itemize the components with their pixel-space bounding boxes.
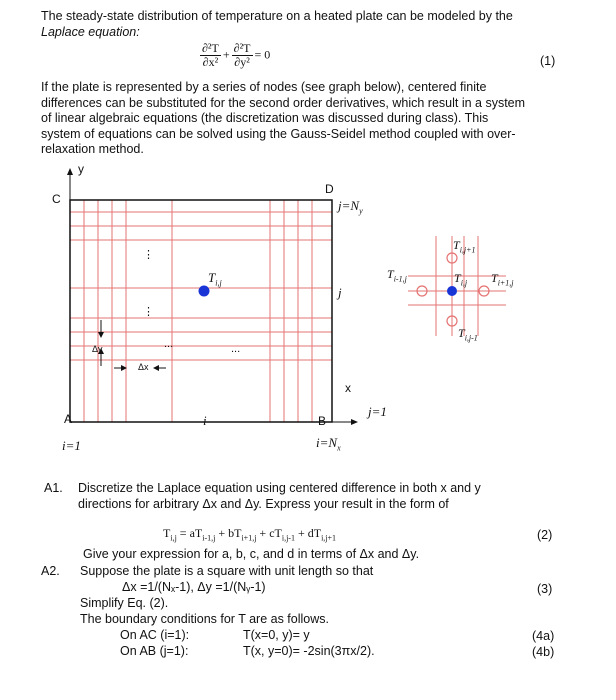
y-axis-label: y — [78, 162, 84, 176]
intro-paragraph — [41, 9, 581, 40]
eq2-follow-text: Give your expression for a, b, c, and d in terms of Δx and Δy. — [83, 547, 420, 561]
stencil-center-label — [454, 271, 467, 287]
laplace-den-x: ∂x² — [202, 55, 219, 69]
laplace-equation — [198, 42, 270, 69]
equation-number-2: (2) — [537, 528, 553, 542]
stencil-right-label — [491, 271, 514, 287]
x-axis-label: x — [345, 381, 351, 395]
a2-line-2: Δx =1/(Nₓ-1), Δy =1/(Nᵧ-1) — [122, 580, 266, 594]
bc1-value: T(x=0, y)= y — [243, 628, 310, 642]
node-label-text: T — [208, 270, 216, 285]
i1-label: i=1 — [62, 438, 81, 453]
method-line-3: of linear algebraic equations (the discretization was discussed during class). This — [41, 111, 489, 125]
stencil-bottom-text: T — [458, 326, 465, 340]
corner-a-label: A — [64, 412, 73, 426]
top-boundary-sub: y — [359, 206, 363, 216]
stencil-top-label — [453, 238, 476, 254]
eq2-sub-b: i+1,j — [241, 533, 257, 543]
intro-line-1: The steady-state distribution of temperature on a heated plate can be modeled by the — [41, 9, 513, 23]
a2-label: A2. — [41, 564, 60, 578]
grid-diagram — [0, 160, 616, 460]
laplace-plus: + — [222, 47, 230, 62]
method-line-4: system of equations can be solved using the Gauss-Seidel method coupled with over- — [41, 126, 516, 141]
laplace-num-x: ∂²T — [202, 41, 219, 55]
top-boundary-text: j=N — [338, 198, 360, 213]
eq2-sub-a: i-1,j — [202, 533, 216, 543]
stencil-left-text: T — [387, 267, 394, 281]
bc1-label: On AC (i=1): — [120, 628, 190, 642]
iN-label — [316, 435, 341, 453]
stencil-center-text: T — [454, 271, 461, 285]
a2-line-4: The boundary conditions for T are as follows. — [80, 612, 329, 626]
method-paragraph — [41, 80, 601, 158]
stencil-bottom-label — [458, 326, 478, 342]
eq2-sub-d: i,j+1 — [321, 533, 337, 543]
bc2-label: On AB (j=1): — [120, 644, 189, 658]
iN-text: i=N — [316, 435, 338, 450]
y-axis-arrow — [67, 168, 73, 175]
stencil-center-sub: i,j — [460, 278, 468, 288]
intro-line-2: Laplace equation: — [41, 24, 140, 39]
j-label: j — [338, 285, 342, 300]
stencil-node-center — [447, 286, 457, 296]
corner-b-label: B — [318, 414, 327, 428]
node-label — [208, 270, 222, 288]
equation-2: $T_{i,j} = aT_{i-1,j} + bT_{i+1,j} + cT_{i,j-1} + dT_{i,j+1}$ — [163, 526, 337, 543]
node-label-sub: i,j — [215, 278, 222, 288]
stencil-top-sub: i,j+1 — [459, 245, 476, 255]
stencil-left-label — [387, 267, 407, 283]
equation-number-4a: (4a) — [532, 629, 555, 643]
iN-sub: x — [337, 443, 341, 453]
stencil-left-sub: i-1,j — [393, 274, 407, 284]
a1-text — [78, 481, 598, 512]
laplace-den-y: ∂y² — [234, 55, 250, 69]
laplace-num-y: ∂²T — [233, 41, 251, 55]
laplace-equals: = 0 — [254, 47, 271, 62]
equation-number-1: (1) — [540, 54, 556, 68]
a1-line-2: directions for arbitrary Δx and Δy. Express your result in the form of — [78, 496, 449, 511]
dots-vertical-2: ⋮ — [143, 306, 154, 318]
corner-c-label: C — [52, 192, 61, 206]
j1-label: j=1 — [368, 404, 387, 419]
a1-label: A1. — [44, 481, 63, 495]
equation-number-3: (3) — [537, 582, 553, 596]
stencil-bottom-sub: i,j-1 — [464, 333, 478, 343]
dy-label: Δy — [92, 344, 103, 354]
top-boundary-label — [338, 198, 363, 216]
eq2-sub-c: i,j-1 — [281, 533, 295, 543]
method-line-1: If the plate is represented by a series of nodes (see graph below), centered finite — [41, 80, 487, 94]
eq2-lhs: T — [163, 526, 171, 540]
laplace-fraction-x — [200, 42, 221, 69]
stencil-right-sub: i+1,j — [497, 278, 514, 288]
stencil-top-text: T — [453, 238, 460, 252]
a1-line-1: Discretize the Laplace equation using centered difference in both x and y — [78, 481, 481, 495]
a2-line-1: Suppose the plate is a square with unit length so that — [80, 564, 374, 578]
plate-border — [70, 200, 332, 422]
equation-number-4b: (4b) — [532, 645, 555, 659]
method-line-5: relaxation method. — [41, 142, 144, 156]
dy-arrowhead-top — [98, 332, 104, 338]
dots-horizontal-1: ... — [164, 338, 174, 350]
grid-lines — [70, 200, 332, 422]
eq2-lhs-sub: i,j — [170, 533, 177, 543]
bc2-value: T(x, y=0)= -2sin(3πx/2). — [243, 644, 375, 658]
dx-label: Δx — [138, 362, 149, 372]
dots-horizontal-2: ... — [231, 343, 241, 355]
a2-line-3: Simplify Eq. (2). — [80, 596, 169, 610]
i-label: i — [203, 413, 207, 428]
stencil-right-text: T — [491, 271, 498, 285]
x-axis-arrow — [351, 419, 358, 425]
dx-arrowhead-right — [153, 365, 159, 371]
method-line-2: differences can be substituted for the second order derivatives, which result in a system — [41, 95, 526, 110]
dots-vertical-1: ⋮ — [143, 249, 154, 261]
laplace-fraction-y — [232, 42, 253, 69]
corner-d-label: D — [325, 182, 334, 196]
